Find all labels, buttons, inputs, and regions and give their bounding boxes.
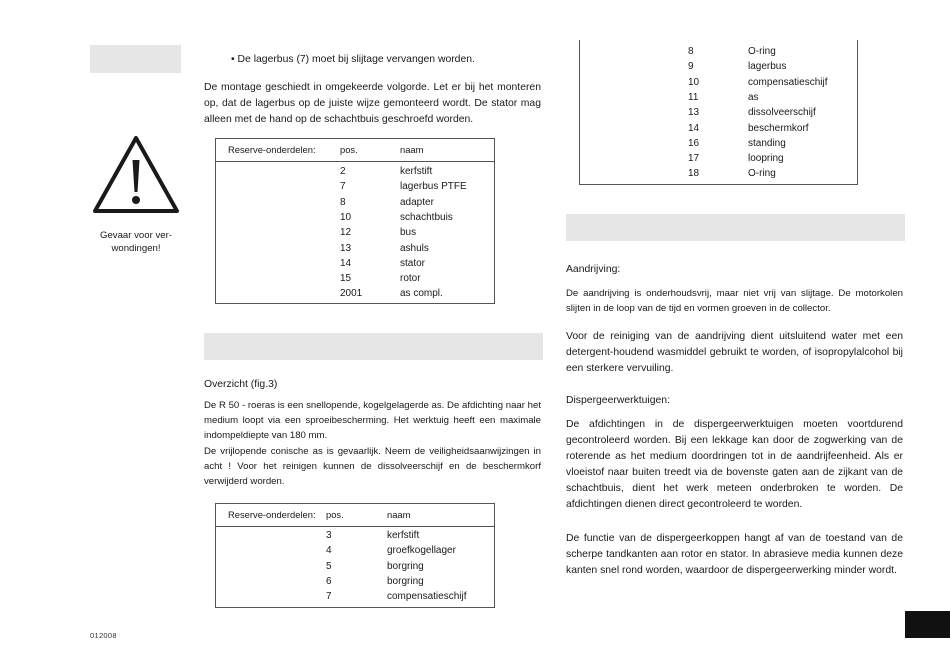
row-pos: 12 <box>340 227 352 239</box>
disperse-heading: Dispergeerwerktuigen: <box>566 395 670 406</box>
row-name: compensatieschijf <box>387 591 467 603</box>
row-name: bus <box>400 227 417 239</box>
bullet-dot: • <box>231 54 235 65</box>
header-label: Reserve-onderdelen: <box>228 144 316 155</box>
row-pos: 7 <box>340 181 346 193</box>
row-name: compensatieschijf <box>748 76 828 88</box>
row-name: beschermkorf <box>748 122 809 134</box>
bullet-text: De lagerbus (7) moet bij slijtage vervangen worden. <box>237 54 475 65</box>
row-name: kerfstift <box>387 530 420 541</box>
row-pos: 11 <box>688 91 699 103</box>
row-pos: 13 <box>340 242 352 254</box>
row-pos: 6 <box>326 575 332 587</box>
row-pos: 15 <box>340 273 352 285</box>
header-pos: pos. <box>326 509 344 520</box>
row-pos: 10 <box>688 76 700 88</box>
row-pos: 9 <box>688 61 694 73</box>
disperse-paragraph-1: De afdichtingen in de dispergeerwerktuigen moeten voortdurend gecontroleerd worden. Bij een lekkage kan door de zogwerking van de roterende as het medium doordringen tot in de aandrijfeenheid. Als er vloeistof naar buiten treedt via de bovenste gaten aan de zijkant van de schachtbuis, dient het werk meteen onderbroken te worden. De afdichtingen dienen direct gecontroleerd te worden. <box>566 419 903 510</box>
spare-parts-table-1 <box>215 138 495 304</box>
row-pos: 4 <box>326 545 332 557</box>
table-header <box>216 504 494 527</box>
row-name: kerfstift <box>400 166 433 177</box>
section-header-bar <box>204 333 543 360</box>
header-label: Reserve-onderdelen: <box>228 509 316 520</box>
row-name: O-ring <box>748 168 776 180</box>
row-pos: 2001 <box>340 288 363 300</box>
row-name: adapter <box>400 196 434 208</box>
spare-parts-table-continued <box>579 40 858 185</box>
header-name: naam <box>387 509 411 520</box>
document-code: 012008 <box>90 631 117 640</box>
margin-header-bar <box>90 45 181 73</box>
overview-paragraph-1: De R 50 - roeras is een snellopende, kogelgelagerde as. De afdichting naar het medium loopt via een sproeibescherming. Het werktuig heeft een maximale indompeldiepte van 180 mm. <box>204 400 541 441</box>
row-name: dissolveerschijf <box>748 107 816 119</box>
row-name: rotor <box>400 273 421 285</box>
row-pos: 14 <box>340 257 352 269</box>
header-pos: pos. <box>340 144 358 155</box>
row-name: borgring <box>387 560 424 572</box>
row-pos: 13 <box>688 107 700 119</box>
row-pos: 16 <box>688 137 700 149</box>
row-name: ashuls <box>400 242 429 254</box>
row-pos: 3 <box>326 530 332 541</box>
drive-paragraph-2: Voor de reiniging van de aandrijving dient uitsluitend water met een detergent-houdend wasmiddel gebruikt te worden, of isopropylalcohol bij een sterkere vervuiling. <box>566 331 903 374</box>
row-pos: 7 <box>326 591 332 603</box>
drive-paragraph-1: De aandrijving is onderhoudsvrij, maar niet vrij van slijtage. De motorkolen slijten in de loop van de tijd en vormen groeven in de collector. <box>566 288 903 314</box>
row-name: as <box>748 91 759 103</box>
row-pos: 2 <box>340 166 346 177</box>
row-name: O-ring <box>748 46 776 57</box>
warning-triangle-icon <box>92 134 180 214</box>
header-name: naam <box>400 144 424 155</box>
row-name: lagerbus <box>748 61 787 73</box>
assembly-paragraph: De montage geschiedt in omgekeerde volgorde. Let er bij het monteren op, dat de lagerbus op de juiste wijze gemonteerd wordt. De stator mag alleen met de hand op de schachtbuis geschroefd worden. <box>204 82 541 125</box>
spare-parts-table-2 <box>215 503 495 608</box>
row-name: stator <box>400 257 426 269</box>
section-header-bar-right <box>566 214 905 241</box>
row-pos: 8 <box>688 46 694 57</box>
row-name: lagerbus PTFE <box>400 181 467 193</box>
page-edge-tab <box>905 611 950 638</box>
drive-heading: Aandrijving: <box>566 264 621 275</box>
row-name: borgring <box>387 575 424 587</box>
row-name: loopring <box>748 153 784 165</box>
overview-heading: Overzicht (fig.3) <box>204 379 278 390</box>
warning-label: Gevaar voor ver-wondingen! <box>100 230 172 254</box>
table-header <box>216 139 494 162</box>
row-pos: 5 <box>326 560 332 572</box>
row-pos: 10 <box>340 211 352 223</box>
overview-paragraph-2: De vrijlopende conische as is gevaarlijk. Neem de veiligheidsaanwijzingen in acht ! Voor het reinigen kunnen de dissolveerschijf en de beschermkorf verwijderd worden. <box>204 446 541 487</box>
row-name: groefkogellager <box>387 545 456 557</box>
row-pos: 8 <box>340 196 346 208</box>
row-pos: 14 <box>688 122 700 134</box>
row-pos: 18 <box>688 168 700 180</box>
row-name: standing <box>748 137 786 149</box>
bullet-item <box>231 53 475 67</box>
row-name: as compl. <box>400 288 443 300</box>
row-name: schachtbuis <box>400 211 453 223</box>
disperse-paragraph-2: De functie van de dispergeerkoppen hangt af van de toestand van de scherpe tandkanten aan rotor en stator. In abrasieve media kunnen deze kanten snel rond worden, waardoor de dispergeerwerking minder wordt. <box>566 533 903 576</box>
row-pos: 17 <box>688 153 700 165</box>
